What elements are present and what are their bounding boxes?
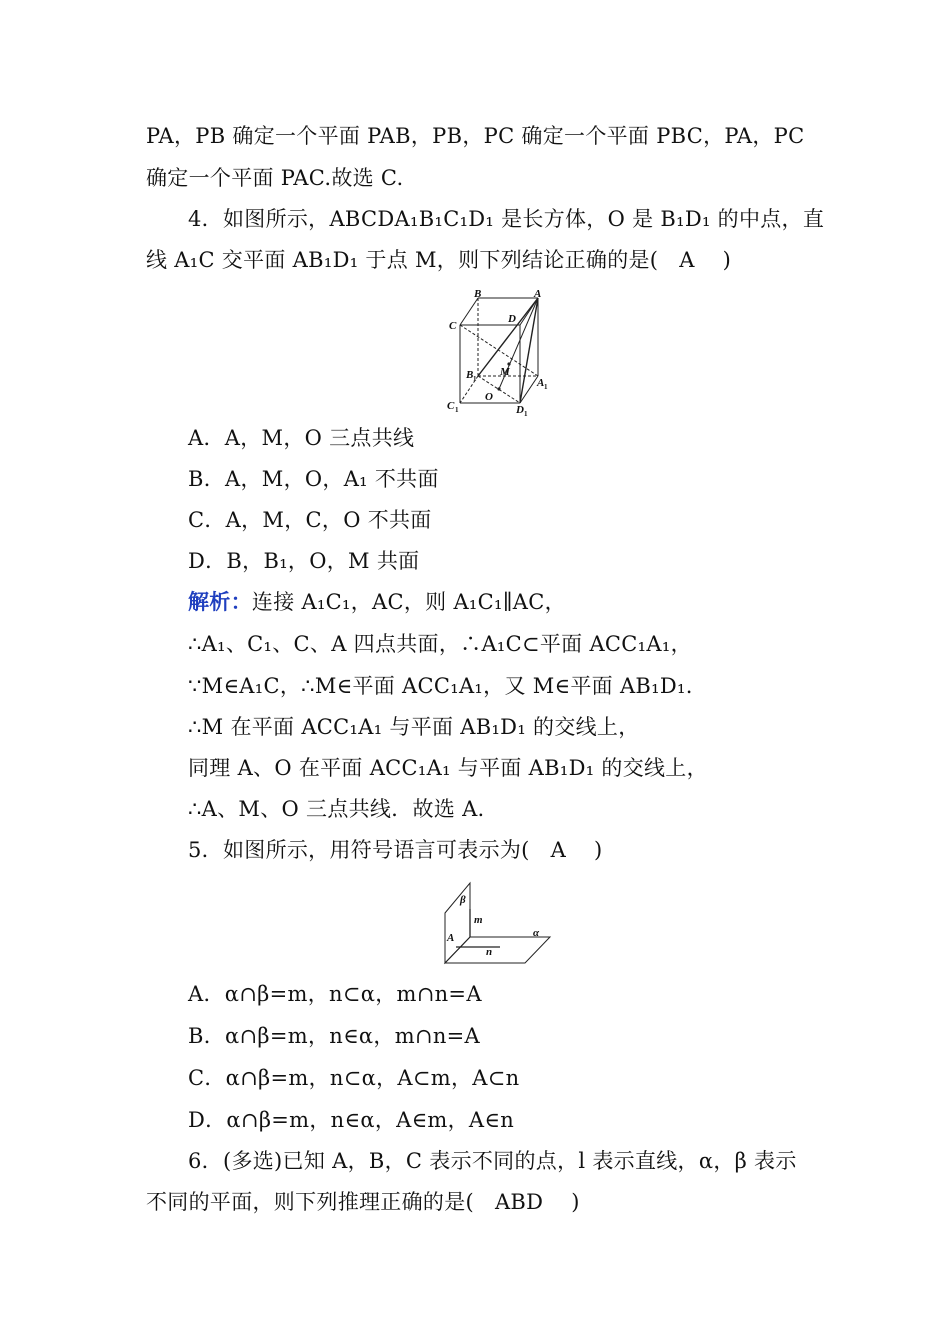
p3-line-1: PA，PB 确定一个平面 PAB，PB，PC 确定一个平面 PBC，PA，PC (146, 124, 805, 148)
fig4-label-B: B (474, 288, 482, 300)
q4-analysis-line-3: ∵M∈A₁C，∴M∈平面 ACC₁A₁，又 M∈平面 AB₁D₁. (188, 674, 693, 698)
q5-answer: A (550, 838, 567, 862)
q5-close-paren: ) (593, 838, 603, 862)
planes-figure (440, 879, 555, 967)
q5-option-b: B．α∩β=m，n∈α，m∩n=A (188, 1024, 481, 1048)
fig4-sub-C1: 1 (455, 406, 459, 414)
q4-stem-line-2 (146, 246, 820, 274)
q4-stem-1: 如图所示，ABCDA₁B₁C₁D₁ 是长方体，O 是 B₁D₁ 的中点，直 (222, 207, 825, 231)
fig4-label-D: D (508, 313, 516, 325)
fig4-label-B1: B (466, 369, 474, 381)
fig5-label-m: m (474, 914, 483, 926)
q5-option-a: A．α∩β=m，n⊂α，m∩n=A (188, 982, 482, 1006)
p3-line-2: 确定一个平面 PAC.故选 C. (146, 166, 404, 190)
fig4-label-D1: D (516, 404, 524, 416)
q6-stem-2: 不同的平面，则下列推理正确的是( (146, 1190, 474, 1214)
q6-answer: ABD (494, 1190, 544, 1214)
q6-close-paren: ) (571, 1190, 580, 1214)
fig4-sub-A1: 1 (544, 383, 548, 391)
q4-analysis-line-2: ∴A₁、C₁、C、A 四点共面，∴A₁C⊂平面 ACC₁A₁， (188, 632, 692, 656)
q4-option-c: C．A，M，C，O 不共面 (188, 508, 432, 532)
fig4-label-A1: A (537, 377, 545, 389)
q4-analysis-line-5: 同理 A、O 在平面 ACC₁A₁ 与平面 AB₁D₁ 的交线上， (188, 756, 708, 780)
fig4-label-M: M (500, 366, 510, 378)
q5-stem: 如图所示，用符号语言可表示为( (222, 838, 530, 862)
q6-stem-line-2 (146, 1188, 820, 1216)
q6-stem-1: (多选)已知 A，B，C 表示不同的点，l 表示直线，α，β 表示 (222, 1149, 797, 1173)
fig5-label-A: A (447, 932, 455, 944)
fig4-label-O: O (485, 391, 493, 403)
fig4-label-C: C (449, 320, 457, 332)
q4-option-a: A．A，M，O 三点共线 (188, 426, 415, 450)
fig5-label-n: n (486, 946, 493, 958)
q5-option-c: C．α∩β=m，n⊂α，A⊂m，A⊂n (188, 1066, 520, 1090)
q5-number: 5． (188, 838, 223, 862)
fig4-sub-D1: 1 (524, 410, 528, 418)
q4-answer: A (679, 248, 695, 272)
q5-stem-line (188, 836, 820, 864)
analysis-label: 解析： (188, 589, 252, 614)
q4-stem-2: 线 A₁C 交平面 AB₁D₁ 于点 M，则下列结论正确的是( (146, 248, 659, 272)
cuboid-figure (442, 288, 554, 418)
q4-analysis-text-1: 连接 A₁C₁，AC，则 A₁C₁∥AC， (251, 590, 566, 614)
q4-stem-line-1 (188, 205, 825, 233)
q4-option-b: B．A，M，O，A₁ 不共面 (188, 467, 439, 491)
q4-option-d: D．B，B₁，O，M 共面 (188, 549, 420, 573)
q5-option-d: D．α∩β=m，n∈α，A∈m，A∈n (188, 1108, 515, 1132)
q4-analysis-line-4: ∴M 在平面 ACC₁A₁ 与平面 AB₁D₁ 的交线上， (188, 715, 640, 739)
q4-analysis-line-6: ∴A、M、O 三点共线．故选 A. (188, 797, 485, 821)
q6-number: 6． (188, 1149, 223, 1173)
q4-close-paren: ) (722, 248, 732, 272)
q4-number: 4． (188, 207, 223, 231)
q4-analysis-line-1 (188, 588, 820, 616)
fig5-label-beta: β (460, 894, 466, 906)
fig5-label-alpha: α (533, 927, 540, 939)
fig4-label-A: A (534, 288, 542, 300)
fig4-label-C1: C (447, 400, 455, 412)
fig4-sub-B1: 1 (473, 375, 477, 383)
q6-stem-line-1 (188, 1147, 820, 1175)
